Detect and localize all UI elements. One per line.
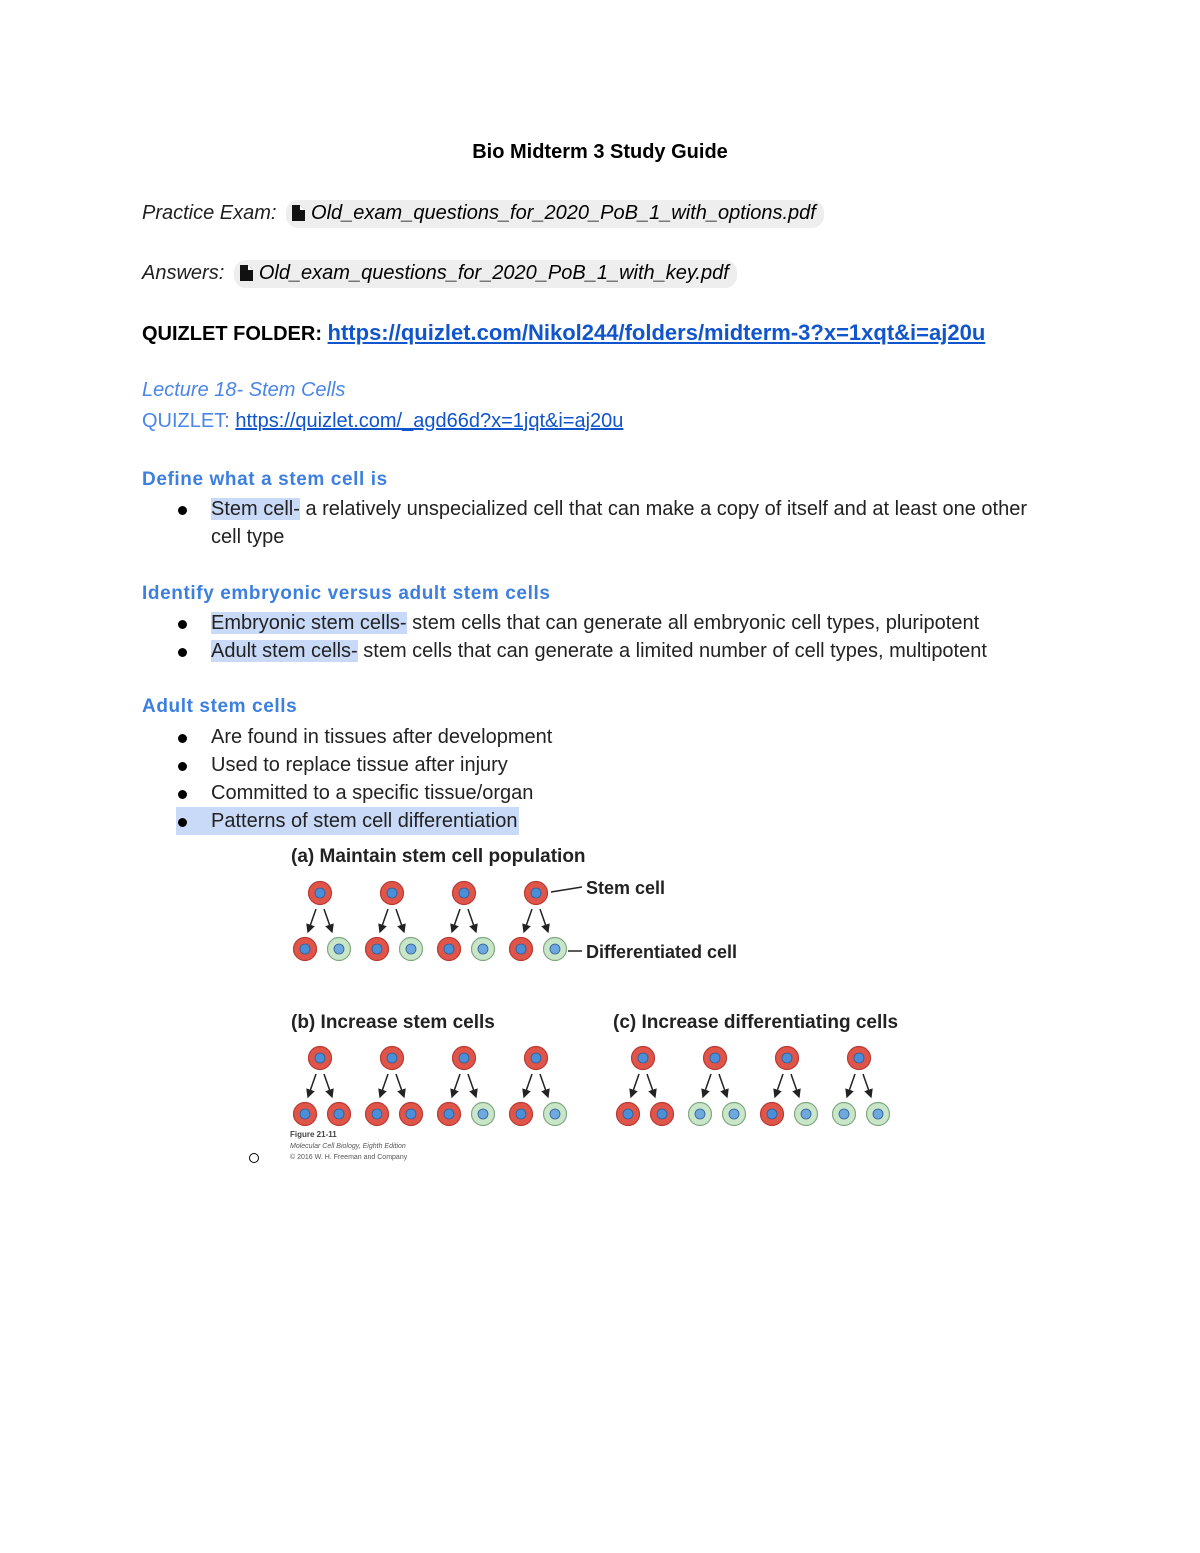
stem-cell [510, 1103, 533, 1126]
answers-line [142, 260, 737, 288]
division-arrow [453, 1074, 460, 1094]
stem-cell-pointer [551, 887, 582, 892]
differentiated-cell-label: Differentiated cell [586, 942, 738, 962]
practice-exam-line [142, 200, 824, 228]
practice-exam-file-name: Old_exam_questions_for_2020_PoB_1_with_options.pdf [311, 202, 816, 224]
division-arrow [776, 1074, 783, 1094]
differentiated-cell [689, 1103, 712, 1126]
list-item [176, 609, 1056, 637]
answers-file-name: Old_exam_questions_for_2020_PoB_1_with_key.pdf [258, 262, 729, 284]
division-arrow [525, 1074, 532, 1094]
division-arrow [468, 1074, 475, 1094]
stem-cell [309, 882, 332, 905]
term: Embryonic stem cells- [211, 612, 407, 634]
stem-cell [294, 1103, 317, 1126]
division-arrow [468, 909, 475, 929]
panel-c-title: (c) Increase differentiating cells [613, 1012, 899, 1033]
stem-cell [400, 1103, 423, 1126]
stem-cell [366, 938, 389, 961]
division-arrow [324, 909, 331, 929]
section-heading: Adult stem cells [142, 696, 298, 717]
lecture-quizlet-link[interactable]: https://quizlet.com/_agd66d?x=1jqt&i=aj20u [235, 410, 624, 432]
division-arrow [381, 1074, 388, 1094]
stem-cell [381, 1047, 404, 1070]
list-item [176, 723, 1056, 751]
stem-cell [510, 938, 533, 961]
stem-cell [309, 1047, 332, 1070]
bullet-dot [178, 620, 187, 629]
list-item-text: Patterns of stem cell differentiation [211, 810, 518, 832]
division-arrow [848, 1074, 855, 1094]
differentiated-cell [867, 1103, 890, 1126]
definition: stem cells that can generate all embryonic cell types, pluripotent [406, 612, 980, 634]
differentiated-cell [833, 1103, 856, 1126]
stem-cell [328, 1103, 351, 1126]
division-arrow [719, 1074, 726, 1094]
figure-caption-source: Molecular Cell Biology, Eighth Edition [290, 1143, 406, 1150]
quizlet-folder-link[interactable]: https://quizlet.com/Nikol244/folders/midterm-3?x=1xqt&i=aj20u [327, 320, 986, 345]
stem-cell [776, 1047, 799, 1070]
division-arrow [647, 1074, 654, 1094]
stem-cell-differentiation-figure [285, 838, 935, 1168]
list-item [176, 495, 1056, 551]
differentiated-cell [328, 938, 351, 961]
division-arrow [632, 1074, 639, 1094]
bullet-dot [178, 648, 187, 657]
stem-cell [848, 1047, 871, 1070]
differentiated-cell [544, 1103, 567, 1126]
stem-cell [525, 1047, 548, 1070]
list-item [176, 751, 1056, 779]
list-item-text: Committed to a specific tissue/organ [211, 782, 534, 804]
section-heading: Define what a stem cell is [142, 469, 388, 490]
division-arrow [704, 1074, 711, 1094]
bullet-dot [178, 818, 187, 827]
file-icon [292, 205, 305, 221]
differentiated-cell [400, 938, 423, 961]
list-item [176, 807, 519, 835]
stem-cell [617, 1103, 640, 1126]
lecture-quizlet-line [142, 410, 623, 433]
quizlet-folder-label: QUIZLET FOLDER: [142, 323, 322, 345]
answers-label: Answers: [142, 262, 225, 284]
bullet-dot [178, 506, 187, 515]
stem-cell [438, 938, 461, 961]
stem-cell [651, 1103, 674, 1126]
practice-exam-label: Practice Exam: [142, 202, 277, 224]
differentiated-cell [544, 938, 567, 961]
stem-cell [453, 882, 476, 905]
definition: stem cells that can generate a limited number of cell types, multipotent [357, 640, 987, 662]
panel-b-title: (b) Increase stem cells [291, 1012, 495, 1033]
stem-cell-label: Stem cell [586, 878, 666, 898]
lecture-title: Lecture 18- Stem Cells [142, 379, 346, 401]
division-arrow [324, 1074, 331, 1094]
division-arrow [540, 909, 547, 929]
differentiated-cell [723, 1103, 746, 1126]
term: Stem cell- [211, 498, 300, 520]
differentiated-cell [472, 938, 495, 961]
stem-cell [761, 1103, 784, 1126]
sub-bullet-circle [249, 1153, 259, 1163]
figure-caption-number: Figure 21-11 [290, 1130, 337, 1139]
division-arrow [453, 909, 460, 929]
stem-cell [632, 1047, 655, 1070]
differentiated-cell [795, 1103, 818, 1126]
quizlet-folder-line [142, 320, 985, 346]
list-item [176, 637, 1056, 665]
stem-cell [366, 1103, 389, 1126]
practice-exam-file-chip[interactable] [286, 200, 824, 228]
bullet-dot [178, 790, 187, 799]
file-icon [240, 265, 253, 281]
term: Adult stem cells- [211, 640, 358, 662]
list-item-text: Are found in tissues after development [211, 726, 553, 748]
stem-cell [294, 938, 317, 961]
division-arrow [863, 1074, 870, 1094]
page-title: Bio Midterm 3 Study Guide [472, 141, 728, 163]
list-item [176, 779, 1056, 807]
stem-cell [704, 1047, 727, 1070]
division-arrow [396, 1074, 403, 1094]
bullet-dot [178, 734, 187, 743]
division-arrow [525, 909, 532, 929]
bullet-dot [178, 762, 187, 771]
answers-file-chip[interactable] [234, 260, 737, 288]
panel-a-title: (a) Maintain stem cell population [291, 846, 586, 867]
division-arrow [791, 1074, 798, 1094]
division-arrow [309, 909, 316, 929]
division-arrow [540, 1074, 547, 1094]
stem-cell [381, 882, 404, 905]
differentiated-cell [472, 1103, 495, 1126]
division-arrow [381, 909, 388, 929]
lecture-quizlet-label: QUIZLET: [142, 410, 230, 432]
section-heading: Identify embryonic versus adult stem cells [142, 583, 551, 604]
cell-diagram [294, 882, 890, 1126]
list-item-text: Used to replace tissue after injury [211, 754, 508, 776]
stem-cell [525, 882, 548, 905]
definition: a relatively unspecialized cell that can make a copy of itself and at least one other cell type [211, 498, 1027, 548]
division-arrow [309, 1074, 316, 1094]
division-arrow [396, 909, 403, 929]
figure-caption-copyright: © 2016 W. H. Freeman and Company [290, 1154, 408, 1161]
stem-cell [453, 1047, 476, 1070]
stem-cell [438, 1103, 461, 1126]
